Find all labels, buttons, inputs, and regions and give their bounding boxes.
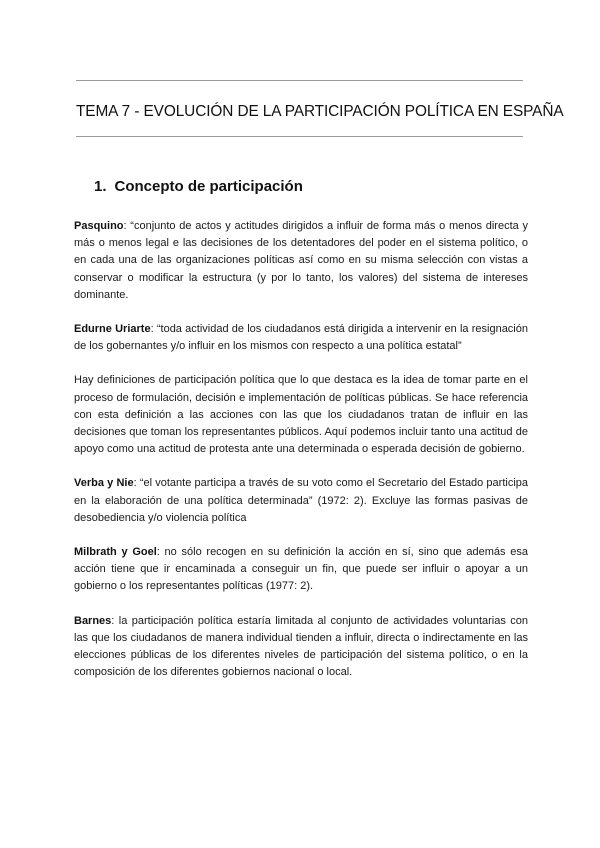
paragraph-text: : “el votante participa a través de su voto como el Secretario del Estado participa en la elaboración de una política determinada” (1972: 2). Excluye las formas pasivas de desobediencia y/o violencia política [74,477,528,524]
paragraph-barnes [74,613,528,682]
section-number: 1. [94,178,107,195]
document-body [74,218,528,698]
author-name: Verba y Nie [74,477,134,490]
paragraph-text: : la participación política estaría limitada al conjunto de actividades voluntarias con las que los ciudadanos de manera individual tienden a influir, directa o indirectamente en las elecciones públicas de los diferentes niveles de participación del sistema político, o en la composición de los diferentes gobiernos nacional o local. [74,614,528,679]
paragraph-pasquino [74,218,528,304]
paragraph-text: : no sólo recogen en su definición la acción en sí, sino que además esa acción tiene que ir encaminada a conseguir un fin, que puede ser influir o apoyar a un gobierno o los representantes políticas (1977: 2). [74,546,528,593]
author-name: Barnes [74,614,112,627]
paragraph-text: : “conjunto de actos y actitudes dirigidos a influir de forma más o menos directa y más o menos legal e las decisiones de los detentadores del poder en el sistema político, o en cada una de las organizaciones políticas así como en su misma selección con vistas a conservar o modificar la estructura (y por lo tanto, los valores) del sistema de intereses dominante. [74,220,528,301]
author-name: Edurne Uriarte [74,323,151,336]
paragraph-text: : “toda actividad de los ciudadanos está dirigida a intervenir en la resignación de los gobernantes y/o influir en los mismos con respecto a una política estatal” [74,323,528,353]
section-title: Concepto de participación [114,178,303,195]
paragraph-definitions [74,372,528,458]
document-title: TEMA 7 - EVOLUCIÓN DE LA PARTICIPACIÓN POLÍTICA EN ESPAÑA [76,103,564,120]
author-name: Milbrath y Goel [74,546,157,559]
paragraph-milbrath-goel [74,544,528,596]
bottom-divider [76,136,523,137]
paragraph-uriarte [74,321,528,355]
section-heading [94,178,303,195]
top-divider [76,80,523,81]
paragraph-verba-nie [74,475,528,527]
paragraph-text: Hay definiciones de participación política que lo que destaca es la idea de tomar parte en el proceso de formulación, decisión e implementación de políticas públicas. Se hace referencia con esta definición a las acciones con las que los ciudadanos tratan de influir en las decisiones que toman los representantes públicos. Aquí podemos incluir tanto una actitud de apoyo como una actitud de protesta ante una determinada o esperada decisión de gobierno. [74,374,528,456]
author-name: Pasquino [74,220,124,232]
